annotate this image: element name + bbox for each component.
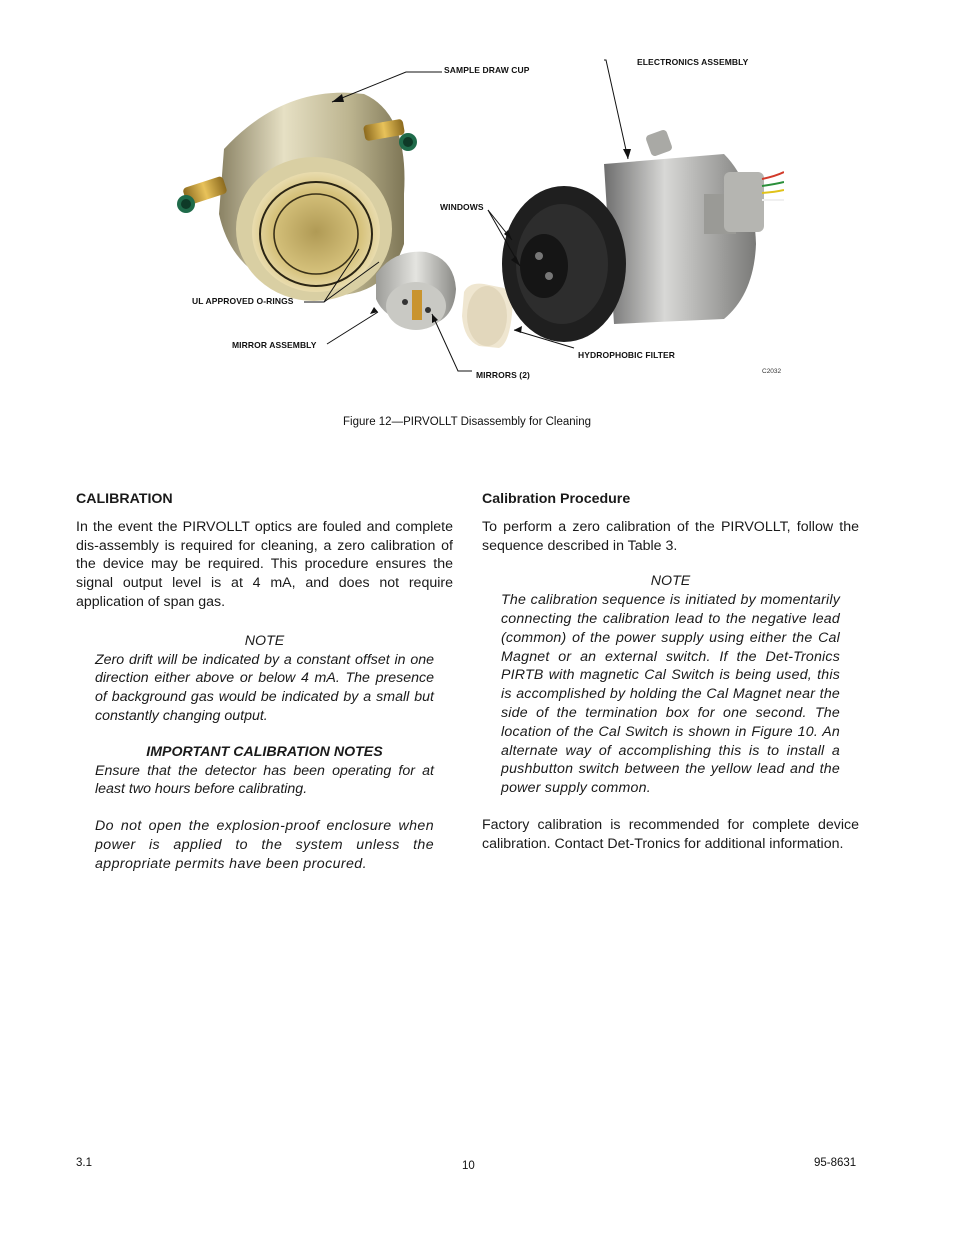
label-ul-o-rings: UL APPROVED O-RINGS xyxy=(192,296,294,306)
label-electronics-assembly: ELECTRONICS ASSEMBLY xyxy=(637,57,749,67)
label-mirror-assembly: MIRROR ASSEMBLY xyxy=(232,340,317,350)
disassembly-illustration xyxy=(164,44,784,384)
section-heading-calibration: CALIBRATION xyxy=(76,491,173,507)
important-note-2: Do not open the explosion-proof enclosure when power is applied to the system unless the appropriate permits have been procured. xyxy=(95,818,434,872)
right-column xyxy=(482,490,859,854)
note-text: Zero drift will be indicated by a constant offset in one direction either above or below 4 mA. The presence of background gas would be indicated by a small but constantly changing output. xyxy=(95,651,434,724)
figure-code: C2032 xyxy=(762,368,782,375)
label-hydrophobic-filter: HYDROPHOBIC FILTER xyxy=(578,350,676,360)
procedure-intro: To perform a zero calibration of the PIRVOLLT, follow the sequence described in Table 3. xyxy=(482,518,859,554)
left-column xyxy=(76,490,453,874)
procedure-note-text: The calibration sequence is initiated by momentarily connecting the calibration lead to the negative lead (common) of the power supply using either the Cal Magnet or an external switch. If the Det-Tronics PIRTB with magnetic Cal Switch is being used, this is accomplished by holding the Cal Magnet near the side of the termination box for one second. The location of the Cal Switch is shown in Figure 10. An alternate way of accomplishing this is to install a pushbutton switch between the yellow lead and the power supply common. xyxy=(501,592,840,797)
important-notes-title: IMPORTANT CALIBRATION NOTES xyxy=(146,743,383,760)
hydrophobic-filter-shape xyxy=(462,284,512,348)
section-heading-calibration-procedure: Calibration Procedure xyxy=(482,491,631,507)
footer-page-number: 10 xyxy=(462,1160,475,1172)
note-title: NOTE xyxy=(244,632,285,649)
procedure-note-title: NOTE xyxy=(650,573,691,590)
label-sample-draw-cup: SAMPLE DRAW CUP xyxy=(444,65,530,75)
mirror-assembly-shape xyxy=(376,252,456,330)
footer-revision: 3.1 xyxy=(76,1157,92,1169)
label-mirrors: MIRRORS (2) xyxy=(476,370,530,380)
label-windows: WINDOWS xyxy=(440,202,484,212)
figure-caption: Figure 12—PIRVOLLT Disassembly for Cleaning xyxy=(343,416,591,428)
factory-calibration-text: Factory calibration is recommended for complete device calibration. Contact Det-Tronics for additional information. xyxy=(482,816,859,852)
footer-doc-number: 95-8631 xyxy=(814,1157,857,1169)
electronics-assembly-shape xyxy=(502,129,784,342)
important-note-1: Ensure that the detector has been operating for at least two hours before calibrating. xyxy=(95,762,434,798)
disassembly-figure xyxy=(164,44,784,384)
calibration-intro: In the event the PIRVOLLT optics are fouled and complete dis-assembly is required for cleaning, a zero calibration of the device may be required. This procedure ensures the signal output level is at 4 mA, and does not require application of span gas. xyxy=(76,518,453,610)
